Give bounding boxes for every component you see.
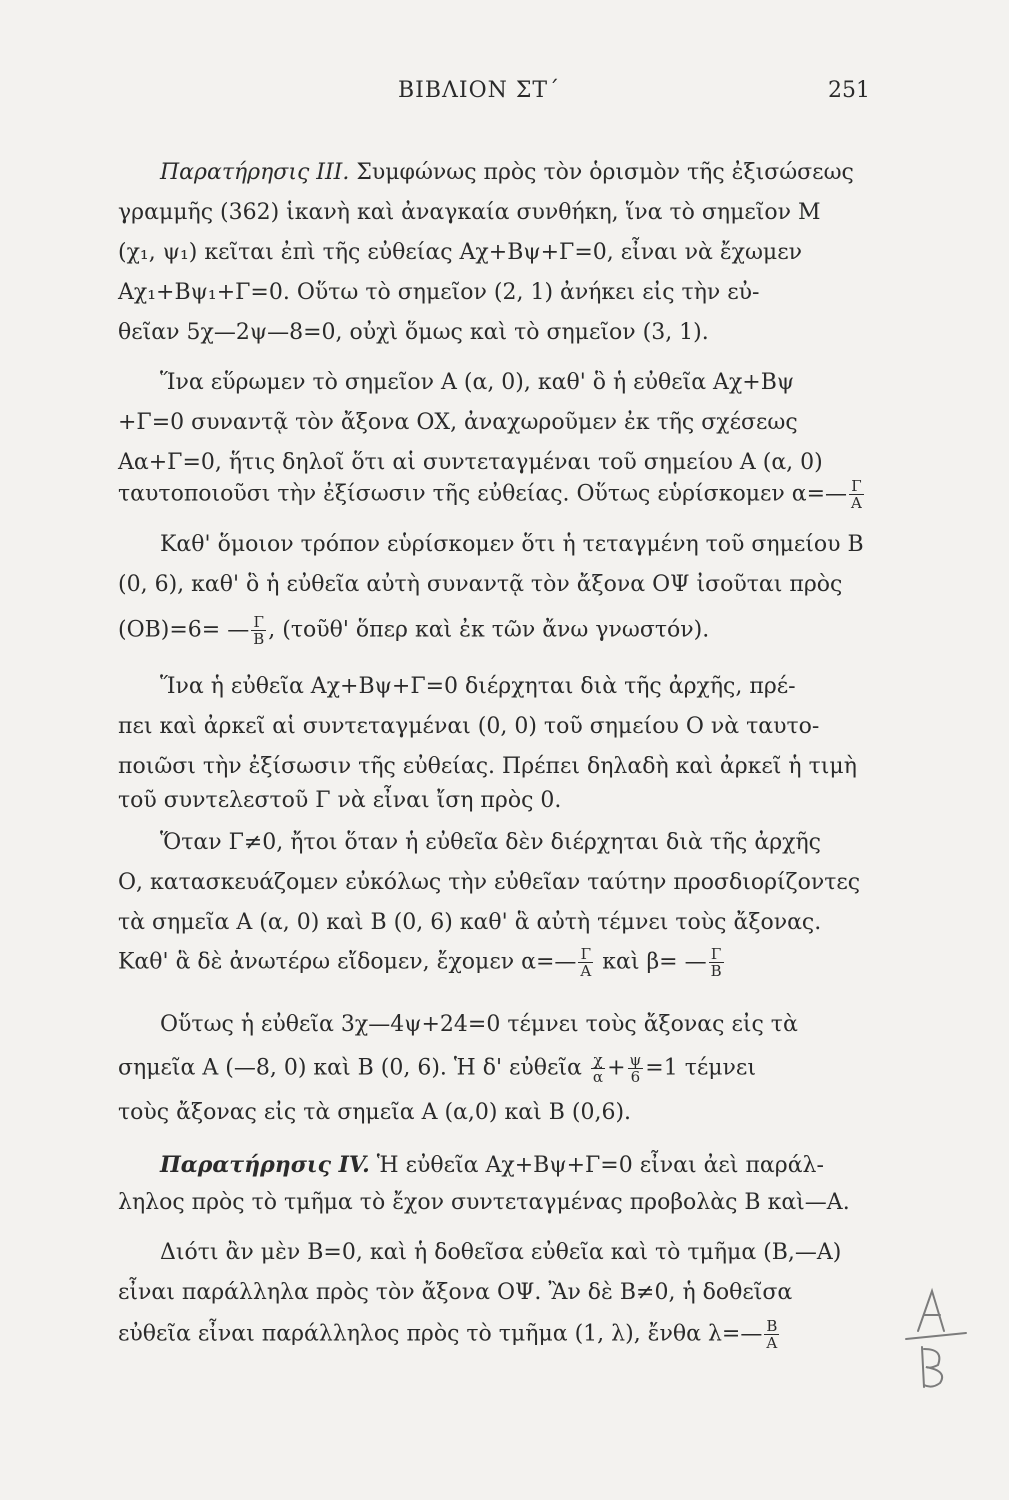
text-line: Αα+Γ=0, ἥτις δηλοῖ ὅτι αἱ συντεταγμέναι τοῦ σημείου Α (α, 0): [118, 450, 823, 475]
text-line: [160, 158, 908, 188]
text-line: Καθ' ὅμοιον τρόπον εὑρίσκομεν ὅτι ἡ τεταγμένη τοῦ σημείου Β: [160, 532, 864, 557]
text-line: πει καὶ ἀρκεῖ αἱ συντεταγμέναι (0, 0) τοῦ σημείου Ο νὰ ταυτο-: [118, 714, 820, 739]
fraction-denominator: Α: [580, 962, 592, 980]
text-line: τοῦ συντελεστοῦ Γ νὰ εἶναι ἴση πρὸς 0.: [118, 788, 562, 813]
fraction: [764, 1318, 779, 1351]
fraction-denominator: Α: [851, 494, 862, 512]
text-line: (0, 6), καθ' ὃ ἡ εὐθεῖα αὐτὴ συναντᾷ τὸν ἄξονα ΟΨ ἰσοῦται πρὸς: [118, 572, 843, 597]
text-line: [160, 1150, 908, 1181]
fraction-numerator: ψ: [629, 1051, 642, 1069]
text-line: Διότι ἂν μὲν Β=0, καὶ ἡ δοθεῖσα εὐθεῖα καὶ τὸ τμῆμα (Β,—Α): [160, 1240, 842, 1265]
page-header: [0, 78, 1009, 118]
text-line: [118, 478, 908, 511]
text-span: Καθ' ἃ δὲ ἀνωτέρω εἴδομεν, ἔχομεν α=—: [118, 949, 577, 975]
remark-label: Παρατήρησις IV.: [160, 1152, 370, 1178]
text-line: εἶναι παράλληλα πρὸς τὸν ἄξονα ΟΨ. Ἂν δὲ Β≠0, ἡ δοθεῖσα: [118, 1280, 793, 1305]
page-number: 251: [828, 78, 870, 103]
text-line: Ὅταν Γ≠0, ἤτοι ὅταν ἡ εὐθεῖα δὲν διέρχηται διὰ τῆς ἀρχῆς: [160, 830, 821, 855]
text-line: ποιῶσι τὴν ἐξίσωσιν τῆς εὐθείας. Πρέπει δηλαδὴ καὶ ἀρκεῖ ἡ τιμὴ: [118, 754, 857, 779]
text-line: Ἵνα εὕρωμεν τὸ σημεῖον Α (α, 0), καθ' ὃ ἡ εὐθεῖα Αχ+Βψ: [160, 370, 795, 395]
fraction-denominator: 6: [630, 1068, 641, 1086]
handwritten-a-over-b-icon: [900, 1283, 980, 1393]
text-line: Ο, κατασκευάζομεν εὐκόλως τὴν εὐθεῖαν ταύτην προσδιορίζοντες: [118, 870, 861, 895]
fraction: [628, 1052, 644, 1085]
text-line: [118, 946, 908, 979]
fraction: [578, 946, 593, 979]
text-line: [118, 614, 908, 647]
text-span: =1 τέμνει: [645, 1055, 756, 1081]
remark-label: Παρατήρησις III.: [160, 160, 350, 185]
plus-sign: +: [607, 1055, 626, 1081]
text-line: Ἵνα ἡ εὐθεῖα Αχ+Βψ+Γ=0 διέρχηται διὰ τῆς ἀρχῆς, πρέ-: [160, 674, 796, 699]
text-line: +Γ=0 συναντᾷ τὸν ἄξονα ΟΧ, ἀναχωροῦμεν ἐκ τῆς σχέσεως: [118, 410, 798, 435]
text-line: Αχ₁+Βψ₁+Γ=0. Οὕτω τὸ σημεῖον (2, 1) ἀνήκει εἰς τὴν εὐ-: [118, 280, 760, 305]
text-span: Συμφώνως πρὸς τὸν ὁρισμὸν τῆς ἐξισώσεως: [349, 160, 854, 185]
text-line: γραμμῆς (362) ἱκανὴ καὶ ἀναγκαία συνθήκη, ἵνα τὸ σημεῖον Μ: [118, 200, 821, 225]
text-line: [118, 1052, 908, 1085]
fraction: [849, 478, 864, 511]
text-line: Οὕτως ἡ εὐθεῖα 3χ—4ψ+24=0 τέμνει τοὺς ἄξονας εἰς τὰ: [160, 1012, 798, 1037]
text-span: σημεῖα Α (—8, 0) καὶ Β (0, 6). Ἡ δ' εὐθεῖα: [118, 1055, 582, 1081]
fraction-numerator: Γ: [251, 614, 266, 631]
text-span: (ΟΒ)=6= —: [118, 617, 250, 643]
text-line: θεῖαν 5χ—2ψ—8=0, οὐχὶ ὅμως καὶ τὸ σημεῖον (3, 1).: [118, 320, 709, 345]
text-span: ταυτοποιοῦσι τὴν ἐξίσωσιν τῆς εὐθείας. Οὕτως εὑρίσκομεν α=—: [118, 481, 848, 507]
fraction-denominator: Α: [766, 1334, 778, 1352]
fraction-numerator: Γ: [578, 946, 593, 963]
handwritten-margin-note: [900, 1283, 980, 1393]
text-line: ληλος πρὸς τὸ τμῆμα τὸ ἔχον συντεταγμένας προβολὰς Β καὶ—Α.: [118, 1190, 850, 1215]
fraction-numerator: Γ: [709, 946, 724, 963]
running-title: ΒΙΒΛΙΟΝ ΣΤ΄: [398, 78, 561, 103]
text-line: (χ₁, ψ₁) κεῖται ἐπὶ τῆς εὐθείας Αχ+Βψ+Γ=0, εἶναι νὰ ἔχωμεν: [118, 240, 802, 265]
fraction-denominator: Β: [253, 630, 265, 648]
text-span: καὶ β= —: [595, 949, 707, 975]
fraction-numerator: χ: [591, 1052, 605, 1069]
fraction: [591, 1052, 605, 1085]
text-line: τὰ σημεῖα Α (α, 0) καὶ Β (0, 6) καθ' ἃ αὐτὴ τέμνει τοὺς ἄξονας.: [118, 910, 822, 935]
text-line: τοὺς ἄξονας εἰς τὰ σημεῖα Α (α,0) καὶ Β (0,6).: [118, 1100, 632, 1125]
text-span: Ἡ εὐθεῖα Αχ+Βψ+Γ=0 εἶναι ἀεὶ παράλ-: [369, 1153, 824, 1178]
text-line: [118, 1318, 908, 1351]
fraction-numerator: Γ: [849, 478, 864, 495]
fraction: [251, 614, 266, 647]
text-span: , (τοῦθ' ὅπερ καὶ ἐκ τῶν ἄνω γνωστόν).: [268, 617, 710, 643]
fraction-denominator: α: [592, 1068, 604, 1086]
fraction: [709, 946, 724, 979]
fraction-denominator: Β: [710, 962, 722, 980]
text-span: εὐθεῖα εἶναι παράλληλος πρὸς τὸ τμῆμα (1, λ), ἔνθα λ=—: [118, 1321, 763, 1347]
fraction-numerator: Β: [766, 1317, 778, 1335]
